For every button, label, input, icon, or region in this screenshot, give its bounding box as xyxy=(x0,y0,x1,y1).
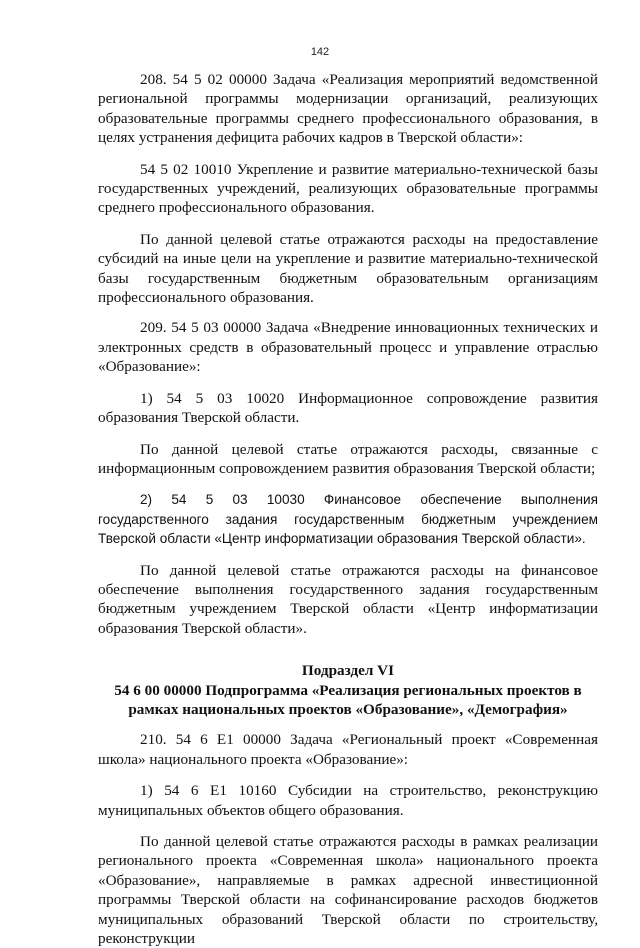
paragraph-expenses-description: По данной целевой статье отражаются расходы в рамках реализации регионального проекта «Современная школа» национального проекта «Образование», направляемые в рамках адресной инвестиционной программы Тверской области на софинансирование расходов бюджетов муниципальных образований Тверской области по строительству, реконструкции xyxy=(98,833,598,948)
paragraph-task-210: 210. 54 6 Е1 00000 Задача «Региональный проект «Современная школа» национального проекта «Образование»: xyxy=(98,731,598,768)
paragraph-task-209: 209. 54 5 03 00000 Задача «Внедрение инновационных технических и электронных средств в образовательный процесс и управление отраслью «Образование»: xyxy=(98,319,598,376)
paragraph-article-54-6-e1-10160: 1) 54 6 Е1 10160 Субсидии на строительство, реконструкцию муниципальных объектов общего образования. xyxy=(98,782,598,819)
paragraph-article-54-5-03-10020: 1) 54 5 03 10020 Информационное сопровождение развития образования Тверской области. xyxy=(98,389,598,427)
section-heading xyxy=(98,661,598,719)
paragraph-article-54-5-02-10010: 54 5 02 10010 Укрепление и развитие материально-технической базы государственных учреждений, реализующих образовательные программы среднего профессионального образования. xyxy=(98,160,598,217)
section-subtitle: 54 6 00 00000 Подпрограмма «Реализация региональных проектов в рамках национальных проектов «Образование», «Демография» xyxy=(114,681,582,718)
paragraph-expenses-description: По данной целевой статье отражаются расходы, связанные с информационным сопровождением развития образования Тверской области; xyxy=(98,440,598,477)
paragraph-expenses-description: По данной целевой статье отражаются расходы на финансовое обеспечение выполнения государственного задания государственным бюджетным учреждением Тверской области «Центр информатизации образования Тверской области». xyxy=(98,561,598,637)
paragraph-task-208: 208. 54 5 02 00000 Задача «Реализация мероприятий ведомственной региональной программы модернизации организаций, реализующих образовательные программы среднего профессионального образования, в целях устранения дефицита рабочих кадров в Тверской области»: xyxy=(98,71,598,147)
paragraph-expenses-description: По данной целевой статье отражаются расходы на предоставление субсидий на иные цели на укрепление и развитие материально-технической базы государственным бюджетным образовательным организациям профессионального образования. xyxy=(98,230,598,307)
page-number: 142 xyxy=(310,46,330,58)
paragraph-article-54-5-03-10030: 2) 54 5 03 10030 Финансовое обеспечение выполнения государственного задания государственным бюджетным учреждением Тверской области «Центр информатизации образования Тверской области». xyxy=(98,492,598,547)
document-body xyxy=(98,70,598,948)
section-title: Подраздел VI xyxy=(301,662,395,680)
